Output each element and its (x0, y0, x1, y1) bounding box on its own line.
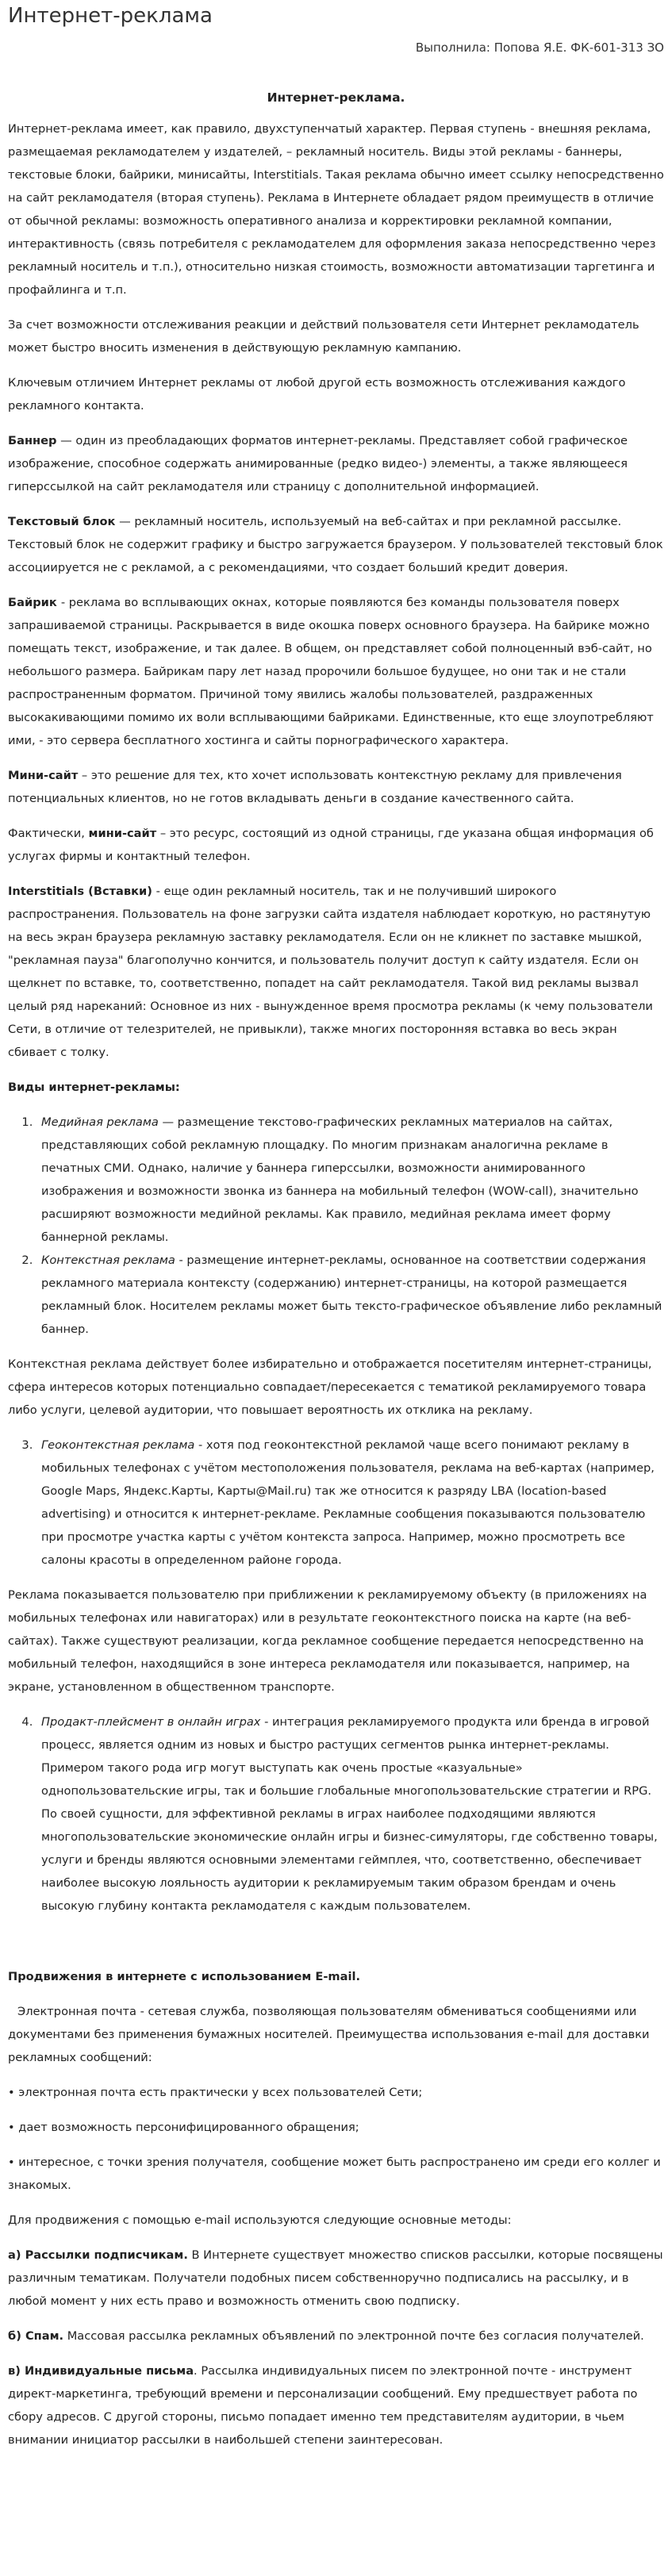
format-minisite (8, 764, 664, 810)
format-bayrik (8, 591, 664, 752)
type-text: - интеграция рекламируемого продукта или бренда в игровой процесс, является одним из новых и быстро растущих сегментов рынка интернет-рекламы. Примером такого рода игр могут выступать как очень простые «казуальные» однопользовательские игры, так и большие глобальные многопользовательские стратегии и RPG. По своей сущности, для эффективной рекламы в играх наиболее подходящими являются многопользовательские экономические онлайн игры и бизнес-симуляторы, где собственно товары, услуги и бренды являются основными элементами геймплея, что, соответственно, обеспечивает наиболее высокую лояльность аудитории к рекламируемым таким образом брендам и очень высокую глубину контакта рекламодателя с каждым пользователем. (41, 1715, 658, 1913)
email-heading: Продвижения в интернете с использованием E-mail. (8, 1970, 361, 1983)
type-item (36, 1434, 664, 1572)
intro-paragraph: Ключевым отличием Интернет рекламы от любой другой есть возможность отслеживания каждого рекламного контакта. (8, 376, 626, 413)
type-text: - хотя под геоконтекстной рекламой чаще всего понимают рекламу в мобильных телефонах с учётом местоположения пользователя, реклама на веб-картах (например, Google Maps, Яндекс.Карты, Карты@Mail.ru) так же относится к разряду LBA (location-based advertising) и относится к интернет-рекламе. Рекламные сообщения показываются пользователю при просмотре участка карты с учётом контекста запроса. Например, можно просмотреть все салоны красоты в определенном районе города. (41, 1438, 655, 1567)
main-heading: Интернет-реклама. (267, 90, 405, 105)
format-text: - реклама во всплывающих окнах, которые появляются без команды пользователя поверх запрашиваемой страницы. Раскрывается в виде окошка поверх основного браузера. На байрике можно помещать текст, изображение, и так далее. В общем, он представляет собой полноценный вэб-сайт, но небольшого размера. Байрикам пару лет назад пророчили большое будущее, но они так и не стали распространенным форматом. Причиной тому явились жалобы пользователей, раздраженных высокакивающими помимо их воли всплывающими байриками. Единственные, кто еще злоупотребляют ими, - это сервера бесплатного хостинга и сайты порнографического характера. (8, 596, 654, 747)
method-item (8, 2359, 664, 2451)
methods-intro: Для продвижения с помощью e-mail используются следующие основные методы: (8, 2213, 512, 2227)
method-text: Массовая рассылка рекламных объявлений по электронной почте без согласия получателей. (63, 2329, 644, 2343)
format-term: Текстовый блок (8, 515, 116, 528)
types-list (8, 1111, 664, 1341)
context-paragraph: Контекстная реклама действует более избирательно и отображается посетителям интернет-страницы, сфера интересов которых потенциально совпадает/пересекается с тематикой рекламируемого товара либо услуги, целевой аудитории, что повышает вероятность их отклика на рекламу. (8, 1357, 652, 1417)
format-term: Баннер (8, 434, 57, 447)
type-item (36, 1249, 664, 1341)
format-text: — рекламный носитель, используемый на веб-сайтах и при рекламной рассылке. Текстовый блок не содержит графику и быстро загружается браузером. У пользователей текстовый блок ассоциируется не с рекламой, а с рекомендациями, что создает больший кредит доверия. (8, 515, 663, 574)
format-text: - еще один рекламный носитель, так и не получивший широкого распространения. Пользователь на фоне загрузки сайта издателя наблюдает короткую, но растянутую на весь экран браузера рекламную заставку рекламодателя. Если он не кликнет по заставке мышкой, "рекламная пауза" благополучно кончится, и пользователь получит доступ к сайту издателя. Если он щелкнет по вставке, то, соответственно, попадет на сайт рекламодателя. Такой вид рекламы вызвал целый ряд нареканий: Основное из них - вынужденное время просмотра рекламы (к чему пользователи Сети, в отличие от телезрителей, не привыкли), также многих посторонняя вставка во весь экран сбивает с толку. (8, 885, 653, 1059)
method-item (8, 2325, 664, 2348)
type-text: — размещение текстово-графических рекламных материалов на сайтах, представляющих собой рекламную площадку. По многим признакам аналогична рекламе в печатных СМИ. Однако, наличие у баннера гиперссылки, возможности анимированного изображения и возможности звонка из баннера на мобильный телефон (WOW-call), значительно расширяют возможности медийной рекламы. Как правило, медийная реклама имеет форму баннерной рекламы. (41, 1115, 639, 1244)
format-text-block (8, 510, 664, 579)
types-list (8, 1434, 664, 1572)
types-list (8, 1710, 664, 1918)
type-item (36, 1111, 664, 1249)
type-term: Продакт-плейсмент в онлайн играх (41, 1715, 261, 1729)
method-item (8, 2244, 664, 2313)
type-term: Медийная реклама (41, 1115, 159, 1129)
method-term: в) Индивидуальные письма (8, 2364, 194, 2378)
format-term: Байрик (8, 596, 61, 609)
type-term: Геоконтекстная реклама (41, 1438, 195, 1452)
format-term: Мини-сайт (8, 769, 79, 782)
format-term: Interstitials (Вставки) (8, 885, 152, 898)
bullet-item: • дает возможность персонифицированного обращения; (8, 2121, 359, 2134)
method-text: . Рассылка индивидуальных писем по электронной почте - инструмент директ-маркетинга, требующий времени и персонализации сообщений. Ему предшествует работа по сбору адресов. С другой стороны, письмо попадает именно тем представителям аудитории, в чьем внимании инициатор рассылки в наибольшей степени заинтересован. (8, 2364, 638, 2447)
type-term: Контекстная реклама (41, 1253, 175, 1267)
email-intro: Электронная почта - сетевая служба, позволяющая пользователям обмениваться сообщениями или документами без применения бумажных носителей. Преимущества использования e-mail для доставки рекламных сообщений: (8, 2005, 650, 2064)
bullet-item: • интересное, с точки зрения получателя, сообщение может быть распространено им среди его коллег и знакомых. (8, 2156, 661, 2192)
author-line: Выполнила: Попова Я.Е. ФК-601-313 ЗО (415, 40, 664, 55)
method-term: б) Спам. (8, 2329, 64, 2343)
geo-paragraph: Реклама показывается пользователю при приближении к рекламируемому объекту (в приложениях на мобильных телефонах или навигаторах) или в результате геоконтекстного поиска на карте (на веб-сайтах). Также существуют реализации, когда рекламное сообщение передается непосредственно на мобильный телефон, находящийся в зоне интереса рекламодателя или показывается, например, на экране, установленном в общественном транспорте. (8, 1588, 647, 1694)
types-heading: Виды интернет-рекламы: (8, 1081, 180, 1094)
type-text: - размещение интернет-рекламы, основанное на соответствии содержания рекламного материала контексту (содержанию) интернет-страницы, на которой размещается рекламный блок. Носителем рекламы может быть тексто-графическое объявление либо рекламный баннер. (41, 1253, 662, 1336)
format-banner (8, 429, 664, 498)
format-interstitials (8, 880, 664, 1064)
page-title: Интернет-реклама (8, 4, 213, 28)
bullet-item: • электронная почта есть практически у всех пользователей Сети; (8, 2086, 423, 2099)
document-body (8, 117, 664, 2463)
method-term: а) Рассылки подписчикам. (8, 2248, 188, 2262)
minisite-fact (8, 822, 664, 868)
method-text: В Интернете существует множество списков рассылки, которые посвящены различным тематикам. Получатели подобных писем собственноручно подписались на рассылку, и в любой момент у них есть право и возможность отменить свою подписку. (8, 2248, 663, 2308)
intro-paragraph: За счет возможности отслеживания реакции и действий пользователя сети Интернет рекламодатель может быстро вносить изменения в действующую рекламную кампанию. (8, 318, 639, 355)
format-text: — один из преобладающих форматов интернет-рекламы. Представляет собой графическое изображение, способное содержать анимированные (редко видео-) элементы, а также являющееся гиперссылкой на сайт рекламодателя или страницу с дополнительной информацией. (8, 434, 628, 493)
fact-term: мини-сайт (88, 827, 157, 840)
type-item (36, 1710, 664, 1918)
format-text: – это решение для тех, кто хочет использовать контекстную рекламу для привлечения потенциальных клиентов, но не готов вкладывать деньги в создание качественного сайта. (8, 769, 622, 805)
fact-pre: Фактически, (8, 827, 89, 840)
intro-paragraph: Интернет-реклама имеет, как правило, двухступенчатый характер. Первая ступень - внешняя реклама, размещаемая рекламодателем у издателей, – рекламный носитель. Виды этой рекламы - баннеры, текстовые блоки, байрики, минисайты, Interstitials. Такая реклама обычно имеет ссылку непосредственно на сайт рекламодателя (вторая ступень). Реклама в Интернете обладает рядом преимуществ в отличие от обычной рекламы: возможность оперативного анализа и корректировки рекламной компании, интерактивность (связь потребителя с рекламодателем для оформления заказа непосредственно через рекламный носитель и т.п.), относительно низкая стоимость, возможности автоматизации таргетинга и профайлинга и т.п. (8, 122, 664, 297)
fact-text: – это ресурс, состоящий из одной страницы, где указана общая информация об услугах фирмы и контактный телефон. (8, 827, 654, 863)
